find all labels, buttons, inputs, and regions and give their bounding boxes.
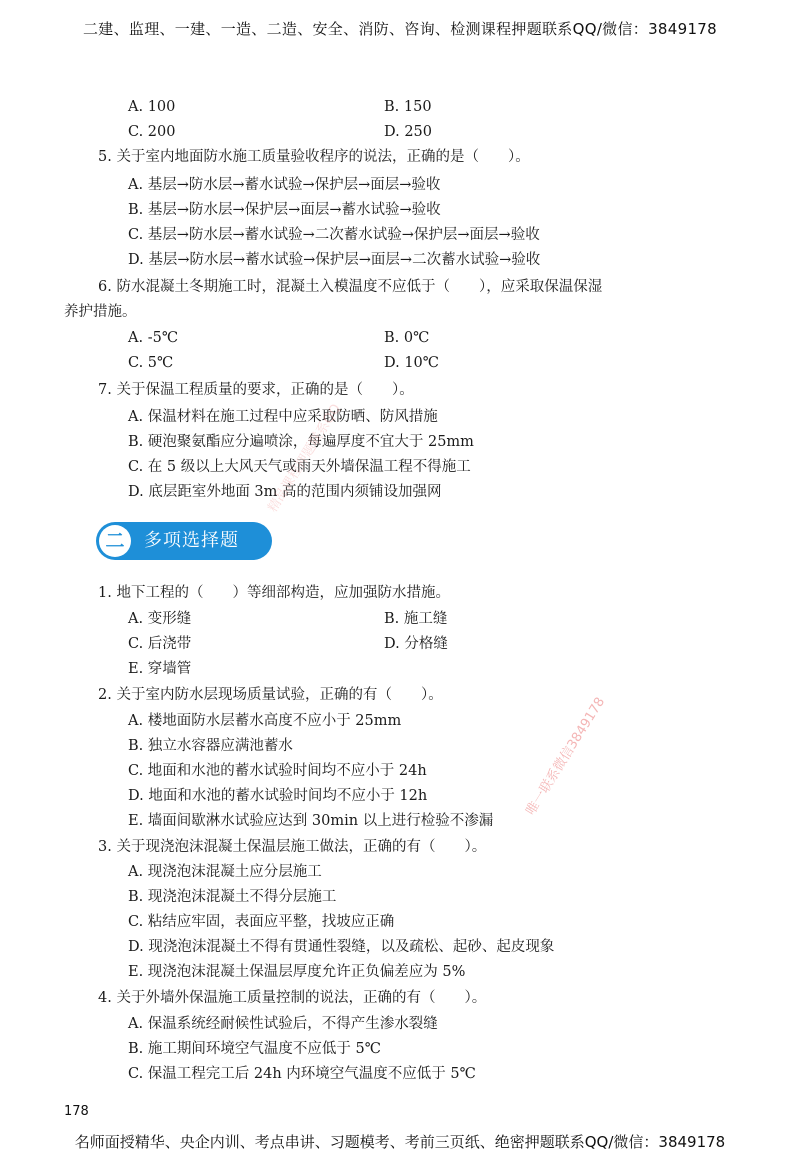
- option-b: B. 150: [384, 99, 432, 115]
- option-d: D. 现浇泡沫混凝土不得有贯通性裂缝，以及疏松、起砂、起皮现象: [128, 939, 555, 955]
- option-b: B. 施工期间环境空气温度不应低于 5℃: [128, 1041, 381, 1057]
- option-d: D. 分格缝: [384, 636, 448, 652]
- option-e: E. 墙面间歇淋水试验应达到 30min 以上进行检验不渗漏: [128, 813, 494, 829]
- option-c: C. 粘结应牢固，表面应平整，找坡应正确: [128, 914, 395, 930]
- section-number-badge: 二: [99, 525, 131, 557]
- option-a: A. 基层→防水层→蓄水试验→保护层→面层→验收: [128, 177, 441, 193]
- option-a: A. 现浇泡沫混凝土应分层施工: [128, 864, 322, 880]
- option-a: A. 100: [128, 99, 176, 115]
- option-d: D. 10℃: [384, 355, 439, 371]
- watermark: 唯一联系微信3849178: [523, 694, 609, 819]
- watermark: 精品课程押题联系QQ: [265, 401, 345, 516]
- question-stem: 4. 关于外墙外保温施工质量控制的说法，正确的有（ ）。: [98, 990, 487, 1006]
- option-d: D. 基层→防水层→蓄水试验→保护层→面层→二次蓄水试验→验收: [128, 252, 541, 268]
- option-b: B. 现浇泡沫混凝土不得分层施工: [128, 889, 337, 905]
- page-footer: 名师面授精华、央企内训、考点串讲、习题模考、考前三页纸、绝密押题联系QQ/微信：3849178: [74, 1133, 726, 1151]
- option-a: A. 楼地面防水层蓄水高度不应小于 25mm: [128, 713, 402, 729]
- option-a: A. 保温系统经耐候性试验后，不得产生渗水裂缝: [128, 1016, 438, 1032]
- option-b: B. 硬泡聚氨酯应分遍喷涂，每遍厚度不宜大于 25mm: [128, 434, 474, 450]
- option-a: A. 保温材料在施工过程中应采取防晒、防风措施: [128, 409, 438, 425]
- option-b: B. 独立水容器应满池蓄水: [128, 738, 293, 754]
- option-b: B. 施工缝: [384, 611, 448, 627]
- option-d: D. 地面和水池的蓄水试验时间均不应小于 12h: [128, 788, 428, 804]
- page-header: 二建、监理、一建、一造、二造、安全、消防、咨询、检测课程押题联系QQ/微信：3849178: [83, 20, 717, 38]
- option-b: B. 基层→防水层→保护层→面层→蓄水试验→验收: [128, 202, 441, 218]
- option-c: C. 基层→防水层→蓄水试验→二次蓄水试验→保护层→面层→验收: [128, 227, 540, 243]
- question-stem: 5. 关于室内地面防水施工质量验收程序的说法，正确的是（ ）。: [98, 149, 530, 165]
- option-a: A. 变形缝: [128, 611, 192, 627]
- question-stem: 7. 关于保温工程质量的要求，正确的是（ ）。: [98, 382, 414, 398]
- option-c: C. 200: [128, 124, 176, 140]
- question-stem: 6. 防水混凝土冬期施工时，混凝土入模温度不应低于（ ），应采取保温保湿: [98, 279, 603, 295]
- option-a: A. -5℃: [128, 330, 179, 346]
- question-stem-cont: 养护措施。: [64, 304, 137, 320]
- option-c: C. 保温工程完工后 24h 内环境空气温度不应低于 5℃: [128, 1066, 476, 1082]
- option-c: C. 在 5 级以上大风天气或雨天外墙保温工程不得施工: [128, 459, 471, 475]
- option-e: E. 现浇泡沫混凝土保温层厚度允许正负偏差应为 5%: [128, 964, 466, 980]
- option-d: D. 250: [384, 124, 433, 140]
- option-d: D. 底层距室外地面 3m 高的范围内须铺设加强网: [128, 484, 442, 500]
- section-banner: [96, 522, 272, 560]
- question-stem: 1. 地下工程的（ ）等细部构造，应加强防水措施。: [98, 585, 450, 601]
- section-title: 多项选择题: [144, 530, 239, 551]
- option-b: B. 0℃: [384, 330, 430, 346]
- option-e: E. 穿墙管: [128, 661, 192, 677]
- question-stem: 2. 关于室内防水层现场质量试验，正确的有（ ）。: [98, 687, 443, 703]
- option-c: C. 地面和水池的蓄水试验时间均不应小于 24h: [128, 763, 427, 779]
- page-number: 178: [64, 1104, 89, 1119]
- option-c: C. 后浇带: [128, 636, 192, 652]
- question-stem: 3. 关于现浇泡沫混凝土保温层施工做法，正确的有（ ）。: [98, 839, 487, 855]
- option-c: C. 5℃: [128, 355, 174, 371]
